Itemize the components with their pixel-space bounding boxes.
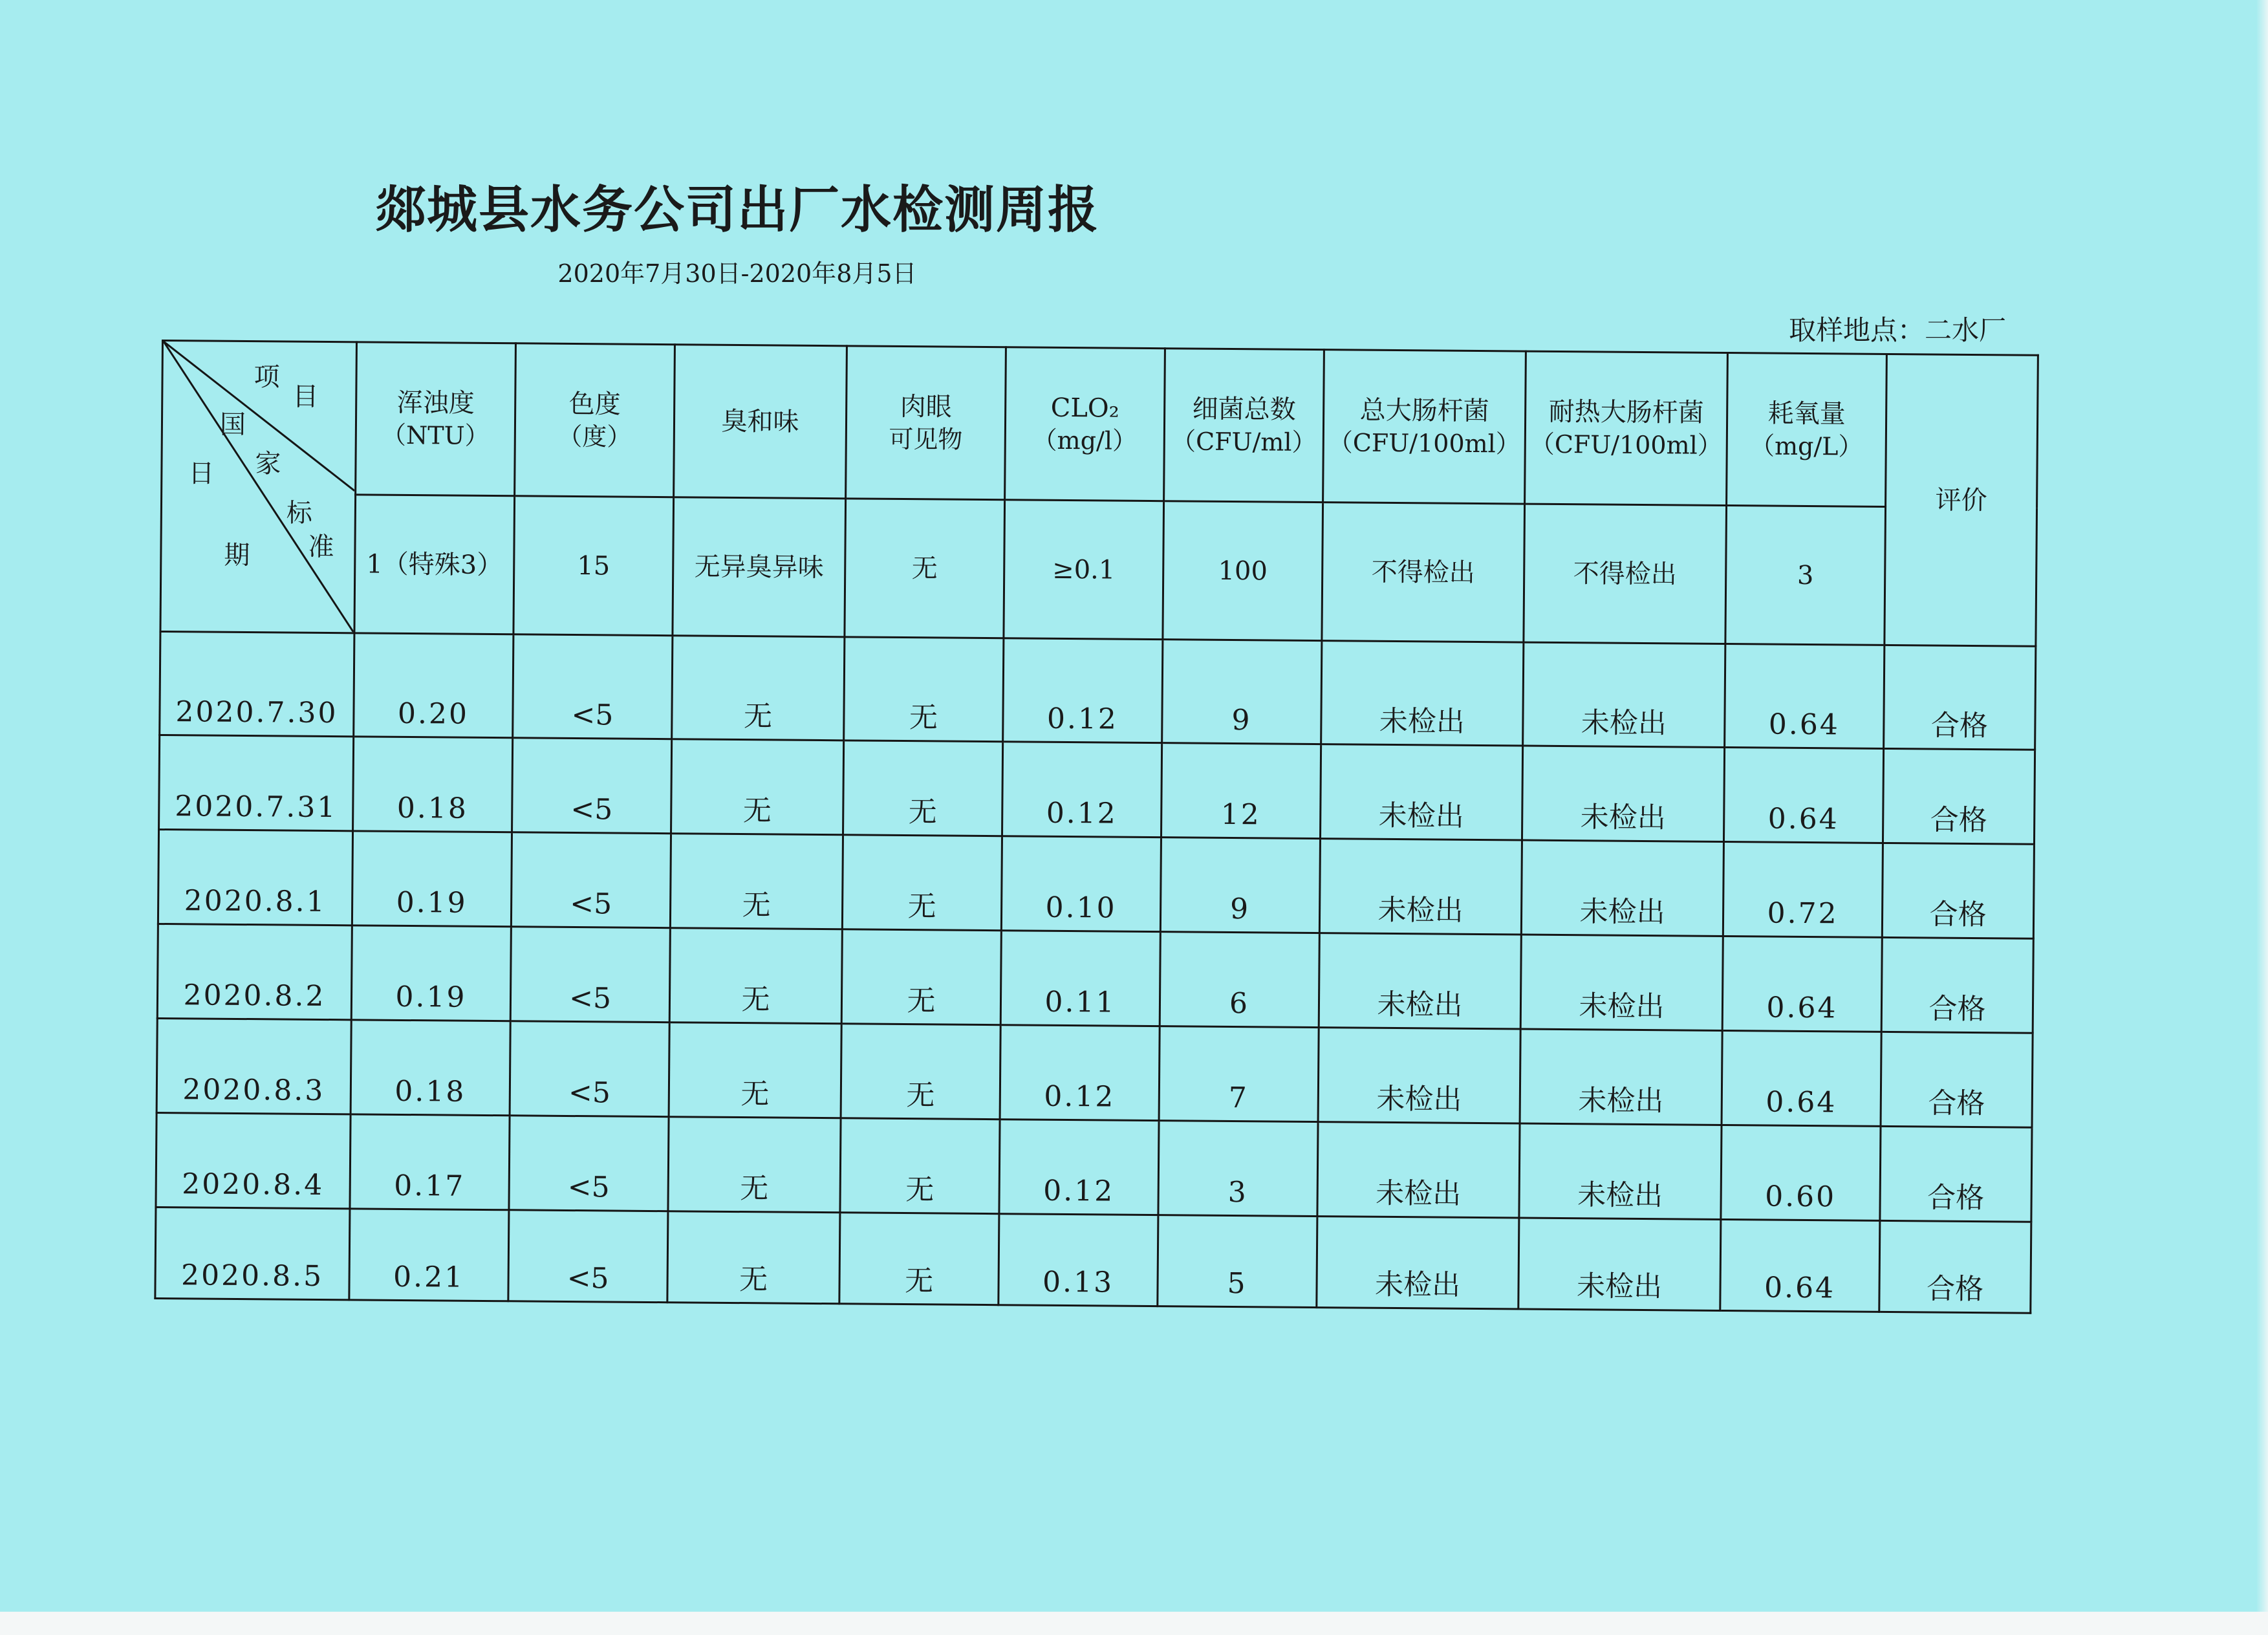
odor-cell: 无	[672, 636, 845, 741]
standard-cell: 15	[513, 496, 674, 636]
oxygen-cell: 0.64	[1720, 1219, 1880, 1312]
bacteria-cell: 9	[1160, 838, 1320, 933]
col-header-odor: 臭和味	[674, 345, 847, 499]
color-cell: <5	[508, 1210, 668, 1303]
table-row	[155, 1207, 2031, 1313]
result-cell: 合格	[1881, 937, 2033, 1033]
odor-cell: 无	[667, 1211, 840, 1304]
table-row	[158, 829, 2034, 938]
corner-standard-char: 标	[286, 498, 313, 528]
bacteria-cell: 5	[1158, 1215, 1317, 1308]
coliform-cell: 未检出	[1317, 1217, 1519, 1309]
header-row-standards	[160, 493, 2037, 647]
thermo-coliform-cell: 未检出	[1518, 1218, 1721, 1310]
date-cell: 2020.7.30	[160, 631, 354, 736]
col-header-color: 色度 （度）	[515, 343, 675, 497]
thermo-coliform-cell: 未检出	[1523, 642, 1725, 747]
standard-cell: 100	[1163, 501, 1323, 641]
sampling-location: 取样地点：二水厂	[1788, 314, 2006, 346]
thermo-coliform-cell: 未检出	[1519, 1123, 1722, 1219]
water-quality-table	[154, 340, 2039, 1314]
table-row	[156, 1112, 2032, 1222]
date-cell: 2020.8.2	[157, 924, 352, 1019]
clo2-cell: 0.10	[1001, 836, 1161, 932]
bacteria-cell: 7	[1159, 1026, 1319, 1122]
oxygen-cell: 0.64	[1722, 1030, 1881, 1126]
turbidity-cell: 0.21	[349, 1209, 509, 1301]
standard-cell: 无异臭异味	[673, 497, 846, 637]
color-cell: <5	[511, 832, 671, 928]
date-cell: 2020.8.1	[158, 829, 352, 925]
corner-item-char: 目	[292, 382, 319, 412]
result-cell: 合格	[1881, 1032, 2033, 1127]
odor-cell: 无	[670, 834, 843, 929]
coliform-cell: 未检出	[1318, 1028, 1520, 1123]
col-header-visible: 肉眼 可见物	[846, 346, 1006, 500]
date-cell: 2020.8.5	[155, 1207, 350, 1299]
clo2-cell: 0.12	[1000, 1025, 1160, 1121]
visible-cell: 无	[842, 835, 1002, 931]
standard-cell: ≥0.1	[1004, 500, 1164, 640]
table-row	[157, 1018, 2033, 1127]
col-header-turbidity: 浑浊度 （NTU）	[356, 342, 516, 496]
date-cell: 2020.7.31	[159, 735, 354, 830]
visible-cell: 无	[840, 1118, 1000, 1214]
page-title: 郯城县水务公司出厂水检测周报	[374, 181, 1099, 239]
col-header-evaluation: 评价	[1885, 354, 2038, 646]
visible-cell: 无	[841, 929, 1001, 1025]
visible-cell: 无	[839, 1213, 999, 1305]
date-cell: 2020.8.4	[156, 1112, 351, 1208]
visible-cell: 无	[843, 741, 1003, 836]
turbidity-cell: 0.17	[350, 1114, 510, 1210]
bacteria-cell: 12	[1161, 743, 1321, 839]
result-cell: 合格	[1879, 1220, 2031, 1313]
coliform-cell: 未检出	[1319, 839, 1522, 935]
col-header-coliform: 总大肠杆菌 （CFU/100ml）	[1323, 350, 1526, 504]
coliform-cell: 未检出	[1320, 744, 1522, 840]
clo2-cell: 0.12	[1002, 742, 1162, 838]
clo2-cell: 0.12	[1003, 638, 1163, 743]
standard-cell: 无	[845, 499, 1005, 638]
corner-date-char: 日	[188, 459, 215, 489]
odor-cell: 无	[668, 1117, 841, 1213]
result-cell: 合格	[1880, 1126, 2032, 1222]
col-header-oxygen: 耗氧量 （mg/L）	[1727, 353, 1887, 507]
corner-date-char: 期	[224, 540, 250, 571]
turbidity-cell: 0.19	[351, 926, 511, 1021]
color-cell: <5	[509, 1116, 669, 1211]
paper-edge	[0, 1612, 2268, 1635]
corner-standard-char: 家	[255, 449, 281, 479]
result-cell: 合格	[1884, 645, 2036, 750]
turbidity-cell: 0.18	[353, 737, 513, 832]
result-cell: 合格	[1883, 748, 2035, 844]
oxygen-cell: 0.72	[1723, 841, 1883, 937]
clo2-cell: 0.12	[999, 1120, 1159, 1215]
clo2-cell: 0.13	[999, 1214, 1158, 1306]
odor-cell: 无	[669, 1023, 841, 1118]
odor-cell: 无	[669, 928, 842, 1024]
col-header-clo2: CLO₂ （mg/l）	[1005, 347, 1165, 501]
color-cell: <5	[512, 738, 672, 834]
thermo-coliform-cell: 未检出	[1522, 746, 1724, 841]
thermo-coliform-cell: 未检出	[1520, 935, 1723, 1030]
visible-cell: 无	[841, 1024, 1000, 1120]
oxygen-cell: 0.64	[1722, 936, 1882, 1032]
odor-cell: 无	[671, 739, 844, 835]
col-header-thermo-coliform: 耐热大肠杆菌 （CFU/100ml）	[1525, 351, 1728, 505]
bacteria-cell: 9	[1162, 640, 1322, 744]
bacteria-cell: 6	[1160, 932, 1319, 1028]
thermo-coliform-cell: 未检出	[1520, 1029, 1722, 1125]
color-cell: <5	[510, 927, 670, 1023]
header-row-names	[162, 341, 2038, 508]
paper-edge	[2256, 0, 2268, 1635]
corner-header-cell	[160, 341, 357, 633]
clo2-cell: 0.11	[1000, 931, 1160, 1026]
table-row	[157, 924, 2033, 1033]
turbidity-cell: 0.20	[354, 633, 513, 738]
corner-standard-char: 准	[308, 532, 334, 563]
corner-item-char: 项	[254, 362, 280, 393]
turbidity-cell: 0.18	[351, 1020, 510, 1116]
coliform-cell: 未检出	[1321, 641, 1524, 746]
bacteria-cell: 3	[1158, 1121, 1318, 1217]
coliform-cell: 未检出	[1317, 1122, 1520, 1218]
date-cell: 2020.8.3	[157, 1018, 351, 1114]
col-header-bacteria: 细菌总数 （CFU/ml）	[1164, 349, 1324, 503]
thermo-coliform-cell: 未检出	[1521, 840, 1723, 936]
visible-cell: 无	[844, 637, 1004, 742]
result-cell: 合格	[1882, 843, 2034, 938]
coliform-cell: 未检出	[1319, 933, 1521, 1029]
color-cell: <5	[513, 634, 673, 739]
table-row	[160, 631, 2036, 750]
oxygen-cell: 0.64	[1725, 644, 1885, 749]
date-range: 2020年7月30日-2020年8月5日	[557, 259, 917, 288]
oxygen-cell: 0.60	[1721, 1125, 1881, 1220]
standard-cell: 不得检出	[1322, 503, 1525, 642]
corner-standard-char: 国	[219, 409, 246, 440]
standard-cell: 1（特殊3）	[354, 495, 515, 634]
color-cell: <5	[510, 1021, 669, 1117]
oxygen-cell: 0.64	[1723, 747, 1883, 843]
table-row	[159, 735, 2035, 844]
turbidity-cell: 0.19	[352, 831, 512, 927]
standard-cell: 不得检出	[1524, 504, 1727, 644]
standard-cell: 3	[1725, 506, 1886, 645]
